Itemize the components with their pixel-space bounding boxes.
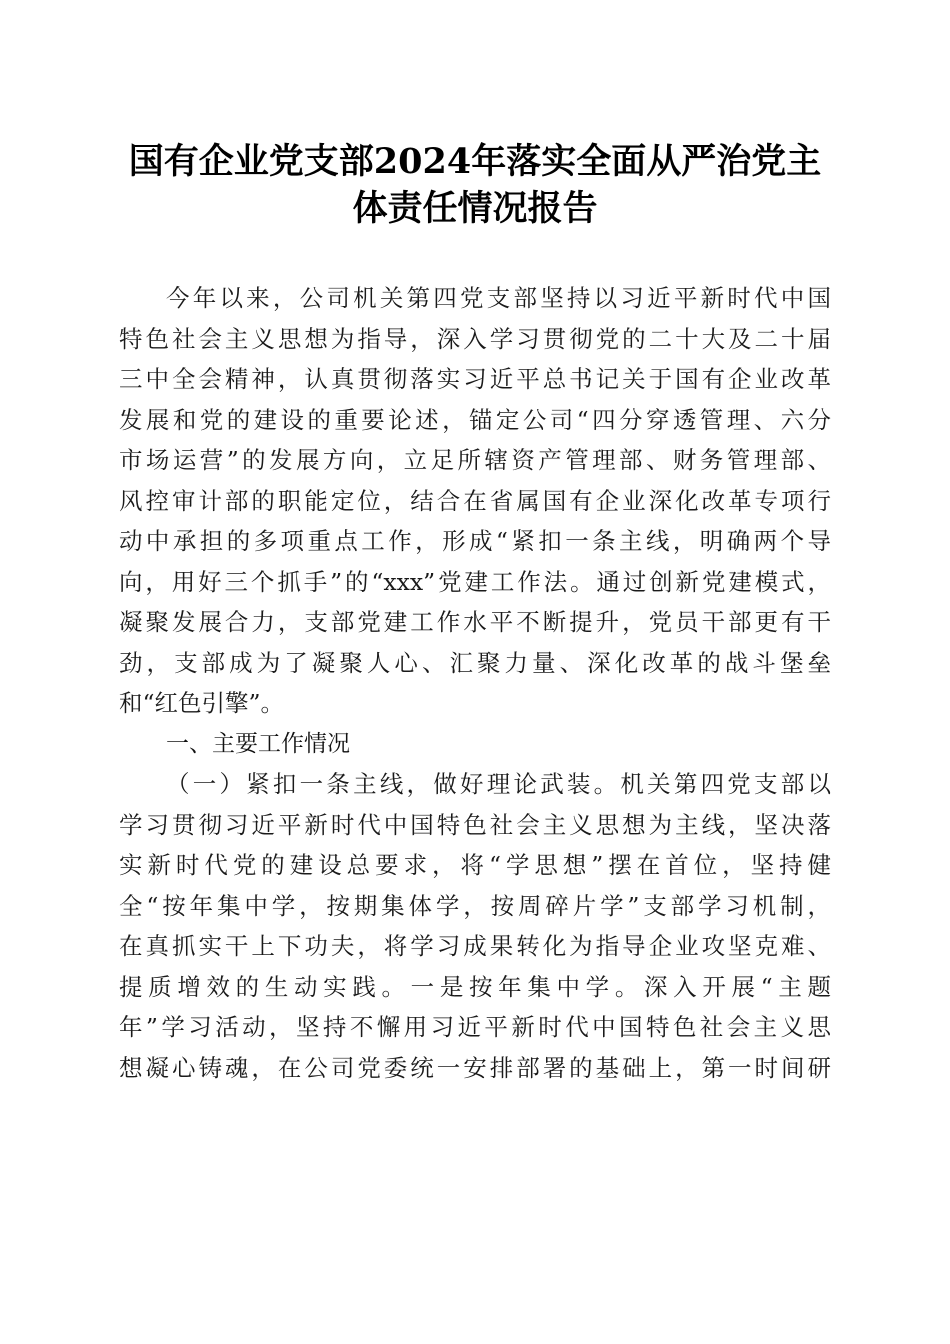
intro-line-7: 动中承担的多项重点工作，形成“紧扣一条主线，明确两个导 [119,527,831,555]
intro-line-11: 和“红色引擎”。 [119,689,285,717]
document-title [100,138,850,232]
subsection-line-2: 学习贯彻习近平新时代中国特色社会主义思想为主线，坚决落 [119,810,831,839]
intro-line-9: 凝聚发展合力，支部党建工作水平不断提升，党员干部更有干 [119,608,831,636]
intro-line-10: 劲，支部成为了凝聚人心、汇聚力量、深化改革的战斗堡垒 [119,648,831,677]
subsection-line-8: 想凝心铸魂，在公司党委统一安排部署的基础上，第一时间研 [119,1053,831,1082]
subsection-line-7: 年”学习活动，坚持不懈用习近平新时代中国特色社会主义思 [119,1013,831,1041]
subsection-line-3: 实新时代党的建设总要求，将“学思想”摆在首位，坚持健 [119,851,831,879]
intro-line-2: 特色社会主义思想为指导，深入学习贯彻党的二十大及二十届 [119,324,831,353]
section-heading: 一、主要工作情况 [166,730,350,757]
subsection-line-6: 提质增效的生动实践。一是按年集中学。深入开展“主题 [119,972,831,1001]
intro-line-5: 市场运营”的发展方向，立足所辖资产管理部、财务管理部、 [119,446,831,474]
subsection-line-1: （一）紧扣一条主线，做好理论武装。机关第四党支部以 [166,770,831,798]
document-body [119,278,831,1088]
intro-line-1: 今年以来，公司机关第四党支部坚持以习近平新时代中国 [166,284,831,312]
intro-line-8: 向，用好三个抓手”的“xxx”党建工作法。通过创新党建模式， [119,567,831,596]
intro-line-6: 风控审计部的职能定位，结合在省属国有企业深化改革专项行 [119,486,831,515]
intro-line-3: 三中全会精神，认真贯彻落实习近平总书记关于国有企业改革 [119,365,831,393]
intro-line-4: 发展和党的建设的重要论述，锚定公司“四分穿透管理、六分 [119,405,831,434]
subsection-line-5: 在真抓实干上下功夫，将学习成果转化为指导企业攻坚克难、 [119,932,831,960]
title-line-1: 国有企业党支部2024年落实全面从严治党主 [128,141,822,182]
title-line-2: 体责任情况报告 [352,188,598,229]
subsection-line-4: 全“按年集中学，按期集体学，按周碎片学”支部学习机制， [119,891,831,920]
